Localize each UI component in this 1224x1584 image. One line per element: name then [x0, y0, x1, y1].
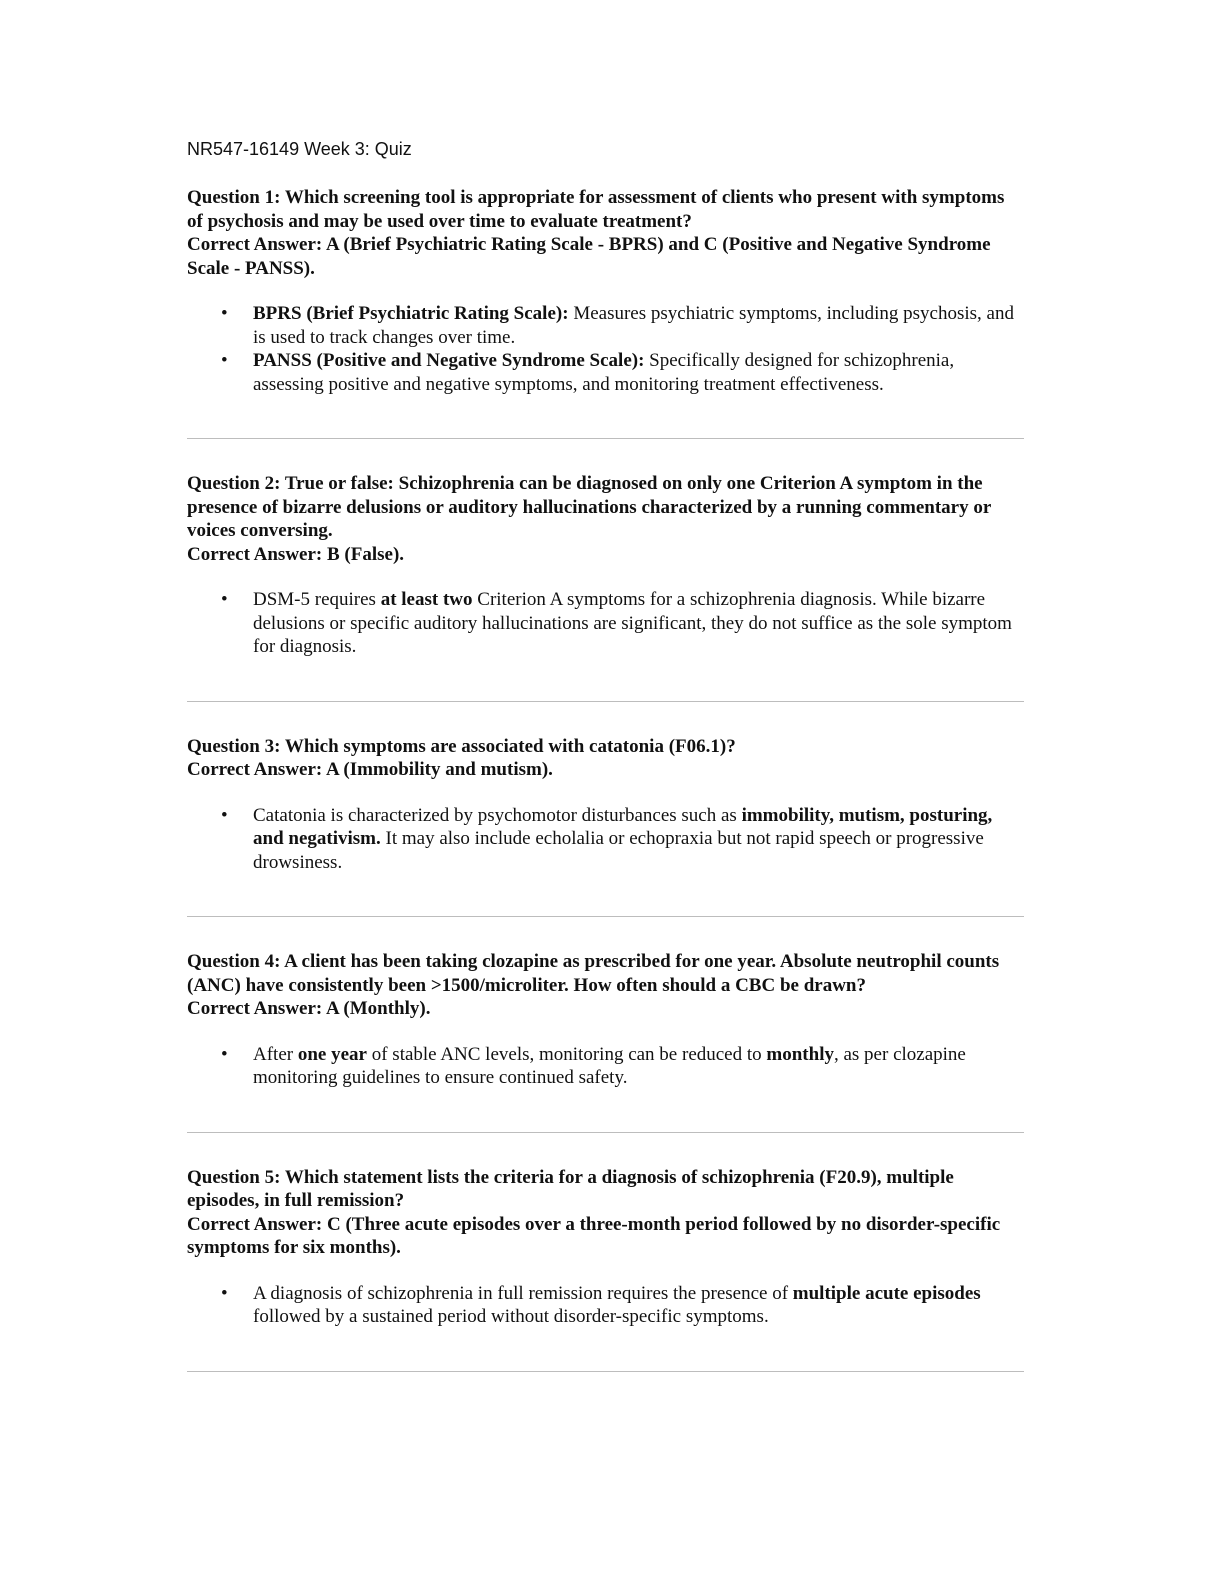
question-block [187, 186, 1024, 472]
question-list [187, 186, 1024, 1372]
correct-answer: Correct Answer: A (Immobility and mutism). [187, 759, 553, 780]
question-text: Question 5: Which statement lists the criteria for a diagnosis of schizophrenia (F20.9), multiple episodes, in full remission? [187, 1166, 954, 1211]
explanation-list [187, 302, 1024, 396]
explanation-item [187, 804, 1024, 875]
question-text: Question 3: Which symptoms are associated with catatonia (F06.1)? [187, 735, 736, 757]
bullet-icon: • [221, 1282, 228, 1304]
explanation-list [187, 804, 1024, 875]
emphasis-text: multiple acute episodes [792, 1282, 981, 1304]
question-block [187, 950, 1024, 1166]
question-block [187, 472, 1024, 735]
explanation-list [187, 1282, 1024, 1329]
question-text: Question 4: A client has been taking clozapine as prescribed for one year. Absolute neutrophil counts (ANC) have consistently been >1500/microliter. How often should a CBC be drawn? [187, 951, 1000, 996]
explanation-text: DSM-5 requires [253, 589, 381, 610]
correct-answer: Correct Answer: A (Monthly). [187, 998, 431, 1019]
explanation-list [187, 1043, 1024, 1090]
bullet-icon: • [221, 589, 228, 610]
explanation-text: Measures psychiatric symptoms, including psychosis, and is used to track changes over time. [253, 303, 1014, 348]
emphasis-text: at least two [380, 589, 473, 610]
section-divider [187, 1371, 1024, 1372]
bullet-icon: • [221, 303, 228, 324]
explanation-item [187, 588, 1024, 659]
emphasis-text: immobility, mutism, posturing, and negativism. [253, 804, 993, 849]
explanation-text: followed by a sustained period without disorder-specific symptoms. [253, 1306, 769, 1327]
explanation-text: A diagnosis of schizophrenia in full remission requires the presence of [253, 1282, 793, 1304]
explanation-text: After [253, 1043, 298, 1065]
correct-answer: Correct Answer: B (False). [187, 543, 405, 565]
explanation-item [187, 1282, 1024, 1329]
question-text: Question 2: True or false: Schizophrenia can be diagnosed on only one Criterion A symptom in the presence of bizarre delusions or auditory hallucinations characterized by a running commentary or voices conversing. [187, 473, 991, 541]
explanation-list [187, 588, 1024, 659]
explanation-item [187, 349, 1024, 396]
question-block [187, 1166, 1024, 1372]
explanation-item [187, 302, 1024, 349]
emphasis-text: PANSS (Positive and Negative Syndrome Scale): [253, 350, 645, 371]
explanation-text: It may also include echolalia or echopraxia but not rapid speech or progressive drowsiness. [253, 828, 984, 873]
question-block [187, 735, 1024, 951]
correct-answer: Correct Answer: A (Brief Psychiatric Rating Scale - BPRS) and C (Positive and Negative Syndrome Scale - PANSS). [187, 234, 991, 279]
bullet-icon: • [221, 1043, 228, 1065]
explanation-item [187, 1043, 1024, 1090]
correct-answer: Correct Answer: C (Three acute episodes over a three-month period followed by no disorder-specific symptoms for six months). [187, 1213, 1001, 1258]
document-title: NR547-16149 Week 3: Quiz [187, 139, 412, 159]
bullet-icon: • [221, 804, 228, 826]
question-text: Question 1: Which screening tool is appropriate for assessment of clients who present with symptoms of psychosis and may be used over time to evaluate treatment? [187, 187, 1005, 232]
bullet-icon: • [221, 350, 228, 371]
explanation-text: Specifically designed for schizophrenia, assessing positive and negative symptoms, and monitoring treatment effectiveness. [253, 350, 955, 395]
emphasis-text: BPRS (Brief Psychiatric Rating Scale): [253, 303, 569, 324]
explanation-text: of stable ANC levels, monitoring can be reduced to [366, 1043, 767, 1065]
explanation-text: , as per clozapine monitoring guidelines to ensure continued safety. [253, 1043, 966, 1088]
document-page [187, 137, 1024, 1372]
explanation-text: Criterion A symptoms for a schizophrenia diagnosis. While bizarre delusions or specific auditory hallucinations are significant, they do not suffice as the sole symptom for diagnosis. [253, 589, 1012, 657]
emphasis-text: monthly [766, 1043, 834, 1065]
emphasis-text: one year [297, 1043, 367, 1065]
explanation-text: Catatonia is characterized by psychomotor disturbances such as [253, 804, 742, 826]
